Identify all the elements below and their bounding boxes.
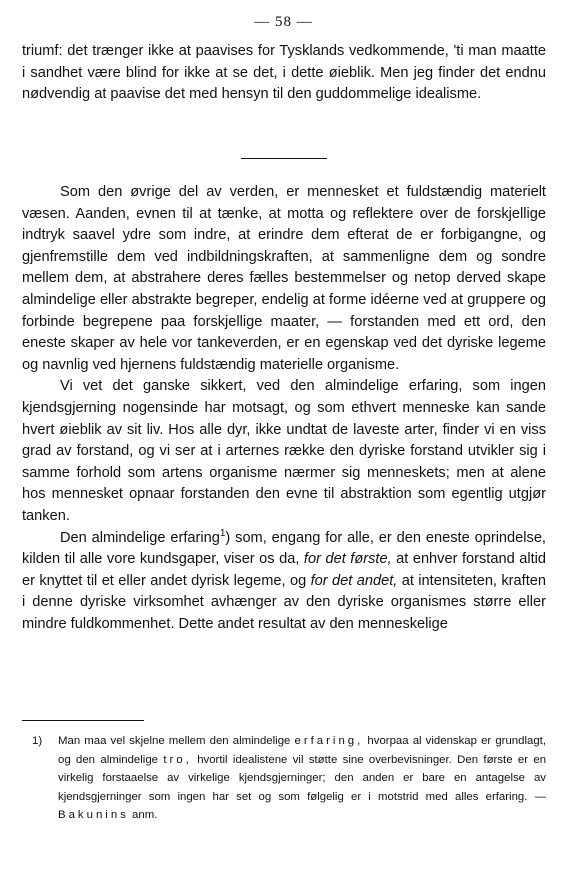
- paragraph-text-segment: at intensiteten, kraften i denne dyriske virksomhet avhænger av den dyriske organismes større eller mindre fuldkommenhet. Dette andet resultat av den menneskelige: [22, 572, 546, 632]
- emphasis-text: for det første,: [303, 551, 392, 568]
- footnote-text-segment: hvorpaa al videnskap er grundlagt, og den almindelige: [58, 735, 546, 766]
- paragraph-common-experience: [22, 528, 546, 636]
- page-number: — 58 —: [254, 14, 313, 30]
- footnote-divider: [22, 720, 144, 721]
- emphasis-text: for det andet,: [310, 572, 398, 589]
- footnote-reference[interactable]: 1: [219, 527, 226, 539]
- spaced-emphasis-text: tro,: [163, 753, 192, 766]
- footnote-marker: 1): [32, 735, 43, 747]
- spaced-emphasis-text: Bakunins: [58, 809, 129, 822]
- footnote-text-segment: Man maa vel skjelne mellem den almindelige: [58, 735, 291, 747]
- paragraph-experience: Vi vet det ganske sikkert, ved den almindelige erfaring, som ingen kjendsgjerning nogensinde har motsagt, og som ethvert menneske kan sande hvert øieblik av sit liv. Hos alle dyr, ikke undtat de laveste arter, finder vi en viss grad av forstand, og vi ser at i arternes række den dyriske forstand utvikler sig i samme forhold som artens organisme nærmer sig menneskets; men at alene hos mennesket opnaar forstanden den evne til abstraktion som egentlig utgjør tanken.: [22, 378, 546, 524]
- continued-paragraph-block: [22, 41, 546, 106]
- section-divider: [241, 158, 327, 159]
- paragraph-text-segment: at enhver forstand altid er knyttet til et eller andet dyrisk legeme, og: [22, 551, 546, 589]
- footnote: [32, 732, 546, 825]
- paragraph-text-segment: ) som, engang for alle, er den eneste oprindelse, kilden til alle vore kundsgaper, viser os da,: [22, 529, 546, 568]
- footnote-text: [58, 732, 546, 825]
- footnote-text-segment: hvortil idealistene vil støtte sine overbevisninger. Den første er en virkelig forstaaelse av virkelige kjendsgjerninger; den anden er bare en antagelse av kjendsgjerninger som ingen har set og som følgelig er i motstrid med alles erfaring. —: [58, 753, 547, 803]
- footnote-text-segment: anm.: [132, 809, 158, 822]
- continued-paragraph: triumf: det trænger ikke at paavises for Tysklands vedkommende, 'ti man maatte i sandhet være blind for ikke at se det, i dette øieblik. Men jeg finder det endnu nødvendig at paavise det med hensyn til den guddommelige idealisme.: [22, 43, 546, 103]
- spaced-emphasis-text: erfaring,: [294, 735, 364, 747]
- main-text-block: [22, 182, 546, 635]
- paragraph-materiality: Som den øvrige del av verden, er mennesket et fuldstændig materielt væsen. Aanden, evnen til at tænke, at motta og reflektere over de forskjellige indtryk saavel ydre som indre, at erindre dem efterat de er forbigangne, og gjenfremstille dem ved indbildningskraften, at sammenligne dem og sondre mellem dem, at abstrahere deres fælles bestemmelser og netop derved skape almindelige eller abstrakte begreper, endelig at forme idéerne ved at gruppere og forbinde begrepene paa forskjellige maater, — forstanden med ett ord, den eneste skaper av hele vor tankeverden, er en egenskap ved det dyriske legeme og navnlig ved hjernens fuldstændig materielle organisme.: [22, 184, 546, 373]
- paragraph-text-segment: Den almindelige erfaring: [60, 529, 220, 546]
